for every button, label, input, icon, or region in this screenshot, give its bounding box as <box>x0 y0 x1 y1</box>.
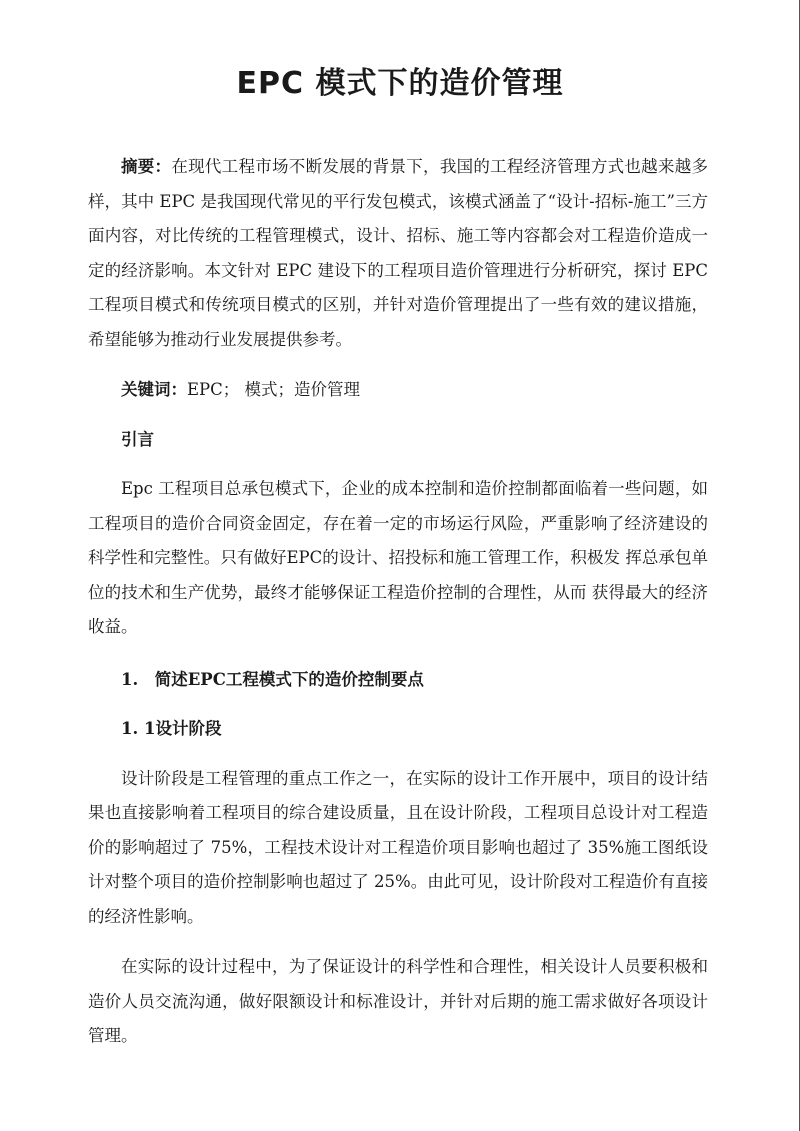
section-1-1-paragraph-2: 在实际的设计过程中，为了保证设计的科学性和合理性，相关设计人员要积极和造价人员交流沟通，做好限额设计和标准设计，并针对后期的施工需求做好各项设计管理。 <box>88 957 708 1045</box>
keywords-label: 关键词： <box>121 380 187 399</box>
abstract-paragraph <box>88 150 708 357</box>
abstract-text: 在现代工程市场不断发展的背景下，我国的工程经济管理方式也越来越多样，其中 EPC 是我国现代常见的平行发包模式，该模式涵盖了“设计-招标-施工”三方面内容，对比传统的工程管理模式，设计、招标、施工等内容都会对工程造价造成一定的经济影响。本文针对 EPC 建设下的工程项目造价管理进行分析研究，探讨 EPC 工程项目模式和传统项目模式的区别，并针对造价管理提出了一些有效的建议措施，希望能够为推动行业发展提供参考。 <box>88 157 709 349</box>
keywords-text: EPC； 模式；造价管理 <box>187 380 361 399</box>
intro-heading: 引言 <box>121 429 154 449</box>
abstract-label: 摘要： <box>121 157 172 176</box>
section-1-1-paragraph-1: 设计阶段是工程管理的重点工作之一，在实际的设计工作开展中，项目的设计结果也直接影响着工程项目的综合建设质量，且在设计阶段，工程项目总设计对工程造价的影响超过了 75%，工程技术设计对工程造价项目影响也超过了 35%施工图纸设计对整个项目的造价控制影响也超过了 25%。由此可见，设计阶段对工程造价有直接的经济性影响。 <box>88 768 708 926</box>
document-title: EPC 模式下的造价管理 <box>236 66 564 101</box>
document-body <box>88 150 708 1054</box>
section-1-heading: 1. 简述EPC工程模式下的造价控制要点 <box>121 669 424 689</box>
section-1-1-heading: 1. 1设计阶段 <box>121 719 222 738</box>
keywords-paragraph <box>88 373 708 408</box>
intro-paragraph: Epc 工程项目总承包模式下，企业的成本控制和造价控制都面临着一些问题，如工程项目的造价合同资金固定，存在着一定的市场运行风险，严重影响了经济建设的科学性和完整性。只有做好EPC的设计、招投标和施工管理工作，积极发 挥总承包单位的技术和生产优势，最终才能够保证工程造价控制的合理性，从而 获得最大的经济收益。 <box>88 479 708 636</box>
